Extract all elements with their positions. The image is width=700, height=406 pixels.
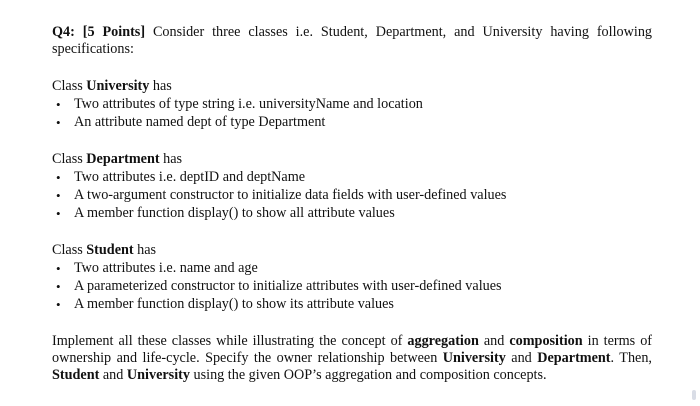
attribute-list (52, 96, 652, 131)
list-item-text: Two attributes of type string i.e. universityName and location (74, 96, 423, 112)
attribute-list (52, 169, 652, 222)
bullet-icon: • (56, 188, 61, 203)
list-item-text: A member function display() to show its attribute values (74, 296, 394, 312)
section-prefix: Class (52, 242, 87, 258)
text-run: and (478, 333, 510, 349)
text-run: using the given OOP’s aggregation and composition concepts. (189, 367, 547, 383)
bullet-icon: • (56, 261, 61, 276)
section-department (52, 151, 652, 222)
question-document (52, 24, 652, 398)
bullet-icon: • (56, 297, 61, 312)
text-run: . Then, (610, 350, 652, 366)
section-university (52, 78, 652, 131)
list-item-text: A member function display() to show all attribute values (74, 205, 395, 221)
section-student (52, 242, 652, 313)
text-run: Implement all these classes while illustrating the concept of (52, 333, 408, 349)
section-prefix: Class (52, 151, 87, 167)
question-header (52, 24, 652, 58)
bullet-icon: • (56, 170, 61, 185)
scroll-indicator[interactable] (692, 390, 696, 400)
keyword-composition: composition (509, 333, 583, 349)
question-label: Q4: (52, 24, 75, 40)
list-item (52, 169, 652, 186)
list-item (52, 260, 652, 277)
class-name: University (86, 78, 150, 94)
section-heading (52, 78, 652, 95)
keyword-student: Student (52, 367, 100, 383)
class-name: Department (86, 151, 160, 167)
list-item (52, 187, 652, 204)
bullet-icon: • (56, 115, 61, 130)
section-suffix: has (149, 78, 172, 94)
list-item-text: A two-argument constructor to initialize data fields with user-defined values (74, 187, 507, 203)
bullet-icon: • (56, 97, 61, 112)
list-item (52, 114, 652, 131)
keyword-aggregation: aggregation (407, 333, 479, 349)
section-suffix: has (133, 242, 157, 258)
section-prefix: Class (52, 78, 87, 94)
list-item (52, 278, 652, 295)
section-suffix: has (159, 151, 183, 167)
section-heading (52, 151, 652, 168)
list-item (52, 296, 652, 313)
text-run: and (505, 350, 538, 366)
list-item-text: Two attributes i.e. deptID and deptName (74, 169, 306, 185)
list-item (52, 205, 652, 222)
question-points: [5 Points] (82, 24, 146, 40)
list-item-text: An attribute named dept of type Department (74, 114, 326, 130)
text-run: in terms of ownership and life-cycle. Specify the owner relationship between (52, 333, 653, 366)
list-item-text: A parameterized constructor to initialize attributes with user-defined values (74, 278, 502, 294)
section-heading (52, 242, 652, 259)
keyword-department: Department (537, 350, 611, 366)
question-text: Consider three classes i.e. Student, Department, and University having following specifications: (52, 24, 653, 57)
instructions-paragraph (52, 333, 652, 384)
text-run: and (99, 367, 127, 383)
bullet-icon: • (56, 206, 61, 221)
keyword-university-2: University (126, 367, 190, 383)
list-item (52, 96, 652, 113)
list-item-text: Two attributes i.e. name and age (74, 260, 258, 276)
keyword-university: University (442, 350, 506, 366)
bullet-icon: • (56, 279, 61, 294)
attribute-list (52, 260, 652, 313)
class-name: Student (86, 242, 134, 258)
